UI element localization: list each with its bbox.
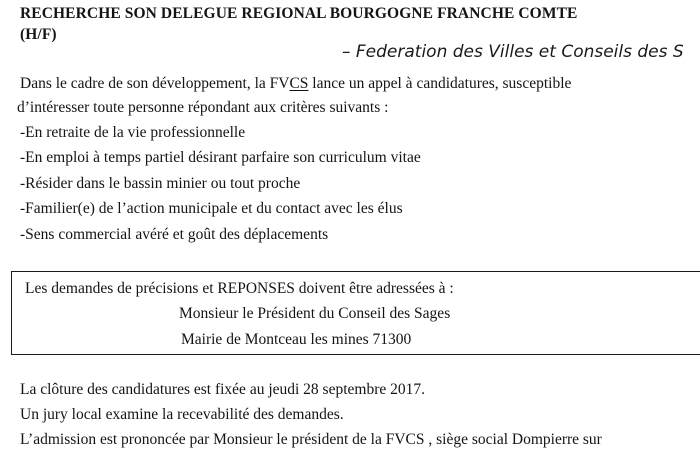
- criteria-item: -Familier(e) de l’action municipale et du contact avec les élus: [20, 200, 403, 217]
- contact-recipient: Monsieur le Président du Conseil des Sages: [179, 305, 451, 322]
- criteria-item: -En emploi à temps partiel désirant parfaire son curriculum vitae: [20, 149, 421, 166]
- closing-deadline: La clôture des candidatures est fixée au jeudi 28 septembre 2017.: [20, 381, 426, 398]
- contact-instruction: Les demandes de précisions et REPONSES doivent être adressées à :: [25, 280, 454, 297]
- underlined-acronym: CS: [289, 75, 309, 92]
- handwritten-annotation-text: – Federation des Villes et Conseils des S: [342, 42, 684, 62]
- job-title-heading: RECHERCHE SON DELEGUE REGIONAL BOURGOGNE FRANCHE COMTE: [20, 5, 578, 22]
- intro-paragraph-line-2: d’intéresser toute personne répondant aux critères suivants :: [17, 99, 389, 116]
- intro-paragraph-line-1: [20, 76, 571, 92]
- handwritten-annotation: [342, 37, 700, 67]
- intro-text-end: lance un appel à candidatures, susceptible: [308, 75, 572, 92]
- closing-admission: L’admission est prononcée par Monsieur le président de la FVCS , siège social Dompierre sur: [20, 431, 602, 448]
- intro-text-start: Dans le cadre de son développement, la FV: [20, 75, 290, 92]
- closing-jury: Un jury local examine la recevabilité des demandes.: [20, 406, 344, 423]
- gender-marker-heading: (H/F): [20, 26, 57, 43]
- criteria-item: -Sens commercial avéré et goût des déplacements: [20, 226, 329, 243]
- criteria-item: -Résider dans le bassin minier ou tout proche: [20, 175, 301, 192]
- contact-address: Mairie de Montceau les mines 71300: [181, 331, 412, 348]
- criteria-item: -En retraite de la vie professionnelle: [20, 124, 246, 141]
- contact-box: [11, 271, 700, 355]
